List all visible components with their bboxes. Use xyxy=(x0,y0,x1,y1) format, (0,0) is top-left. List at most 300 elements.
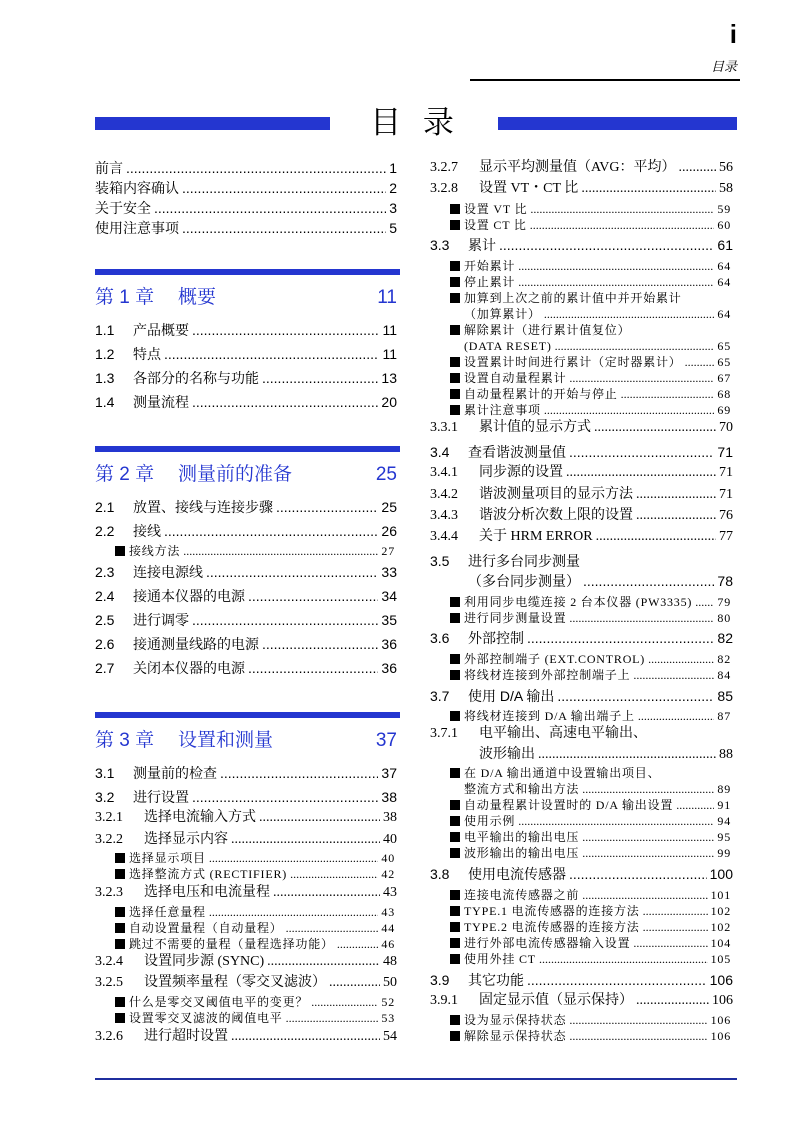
entry-page-number: 38 xyxy=(383,810,397,825)
toc-section-2-4[interactable] xyxy=(95,587,397,605)
bullet-square-icon xyxy=(115,1009,129,1027)
dot-leader xyxy=(248,587,378,605)
entry-page-number: 106 xyxy=(710,1013,731,1027)
toc-section-2-6[interactable] xyxy=(95,635,397,653)
entry-number: 2.7 xyxy=(95,660,115,676)
entry-title: 自动设置量程（自动量程） xyxy=(129,921,283,935)
entry-title: 谐波分析次数上限的设置 xyxy=(479,508,633,523)
toc-section-2-7[interactable] xyxy=(95,659,397,677)
bullet-square-icon xyxy=(450,666,464,684)
entry-title: 进行外部电流传感器输入设置 xyxy=(464,936,631,950)
toc-subsection-3-2-4[interactable] xyxy=(95,953,397,971)
entry-page-number: 89 xyxy=(717,782,731,796)
entry-page-number: 13 xyxy=(381,370,397,386)
chapter-2-heading[interactable] xyxy=(95,462,397,488)
dot-leader xyxy=(286,1009,379,1027)
entry-page-number: 5 xyxy=(389,220,397,236)
dot-leader xyxy=(636,507,716,525)
chapter-title: 设置和测量 xyxy=(178,730,274,751)
entry-title: 累计注意事项 xyxy=(464,403,541,417)
toc-section-continuation[interactable] xyxy=(430,572,733,590)
entry-title: 选择显示内容 xyxy=(144,832,228,847)
entry-number: 3.2.3 xyxy=(95,885,123,900)
entry-page-number: 106 xyxy=(709,972,733,988)
entry-title: 各部分的名称与功能 xyxy=(133,370,259,386)
entry-title: 接线方法 xyxy=(129,544,181,558)
entry-page-number: 46 xyxy=(381,937,395,951)
entry-title: 测量前的检查 xyxy=(133,765,217,781)
toc-item[interactable] xyxy=(95,1009,397,1027)
entry-title: 使用 D/A 输出 xyxy=(468,688,555,704)
dot-leader xyxy=(259,809,380,827)
dot-leader xyxy=(231,831,380,849)
entry-page-number: 76 xyxy=(719,508,733,523)
entry-page-number: 88 xyxy=(719,747,733,762)
entry-number: 3.7.1 xyxy=(430,726,458,741)
entry-page-number: 59 xyxy=(717,202,731,216)
entry-page-number: 11 xyxy=(382,322,397,338)
dot-leader xyxy=(262,369,378,387)
toc-section-3-6[interactable] xyxy=(430,629,733,647)
entry-number: 3.9 xyxy=(430,972,450,988)
dot-leader xyxy=(569,865,707,883)
entry-page-number: 102 xyxy=(710,920,731,934)
entry-page-number: 36 xyxy=(381,636,397,652)
entry-page-number: 56 xyxy=(719,160,733,175)
entry-number: 3.4 xyxy=(430,444,450,460)
entry-page-number: 50 xyxy=(383,975,397,990)
entry-page-number: 95 xyxy=(717,830,731,844)
entry-title: 谐波测量项目的显示方法 xyxy=(479,487,633,502)
dot-leader xyxy=(276,498,378,516)
entry-title: 将线材连接到外部控制端子上 xyxy=(464,668,631,682)
entry-title: 自动量程累计设置时的 D/A 输出设置 xyxy=(464,798,674,812)
bullet-square-icon xyxy=(450,609,464,627)
dot-leader xyxy=(126,159,386,177)
entry-page-number: 105 xyxy=(710,952,731,966)
bullet-square-icon xyxy=(450,950,464,968)
entry-title: 前言 xyxy=(95,160,123,176)
toc-item[interactable] xyxy=(430,844,733,862)
dot-leader xyxy=(538,746,716,764)
entry-number: 3.7 xyxy=(430,688,450,704)
toc-section-2-1[interactable] xyxy=(95,498,397,516)
entry-number: 1.2 xyxy=(95,346,115,362)
entry-number: 1.1 xyxy=(95,322,115,338)
chapter-3-heading[interactable] xyxy=(95,728,397,754)
entry-page-number: 78 xyxy=(717,573,733,589)
dot-leader xyxy=(557,687,714,705)
entry-page-number: 64 xyxy=(717,307,731,321)
entry-page-number: 101 xyxy=(710,888,731,902)
entry-page-number: 11 xyxy=(382,346,397,362)
entry-title: 特点 xyxy=(133,346,161,362)
entry-title: 关于 HRM ERROR xyxy=(479,529,593,544)
entry-title: 自动量程累计的开始与停止 xyxy=(464,387,618,401)
chapter-page-number: 25 xyxy=(375,464,397,485)
entry-page-number: 44 xyxy=(381,921,395,935)
entry-title: 将线材连接到 D/A 输出端子上 xyxy=(464,709,635,723)
toc-subsection-3-2-8[interactable] xyxy=(430,180,733,198)
bullet-square-icon xyxy=(450,1027,464,1045)
entry-page-number: 68 xyxy=(717,387,731,401)
entry-title: 停止累计 xyxy=(464,275,516,289)
toc-item[interactable] xyxy=(430,666,733,684)
entry-page-number: 104 xyxy=(710,936,731,950)
entry-page-number: 38 xyxy=(381,789,397,805)
dot-leader xyxy=(192,393,378,411)
dot-leader xyxy=(596,528,716,546)
toc-subsection-3-2-7[interactable] xyxy=(430,159,733,177)
entry-title: TYPE.2 电流传感器的连接方法 xyxy=(464,920,640,934)
entry-number: 3.1 xyxy=(95,765,115,781)
dot-leader xyxy=(530,216,715,234)
toc-item[interactable] xyxy=(430,707,733,725)
entry-title: （多台同步测量） xyxy=(468,573,580,589)
entry-page-number: 64 xyxy=(717,259,731,273)
entry-title: 设置 VT・CT 比 xyxy=(479,181,579,196)
entry-title: 电平输出、高速电平输出、 xyxy=(479,726,647,741)
entry-title: 使用电流传感器 xyxy=(468,866,566,882)
entry-title: 设置自动量程累计 xyxy=(464,371,567,385)
dot-leader xyxy=(329,974,380,992)
entry-number: 3.2.2 xyxy=(95,832,123,847)
toc-section-3-8[interactable] xyxy=(430,865,733,883)
chapter-label: 第 1 章 xyxy=(95,287,155,308)
entry-page-number: 37 xyxy=(381,765,397,781)
dot-leader xyxy=(192,611,378,629)
toc-section-3-9[interactable] xyxy=(430,971,733,989)
entry-page-number: 36 xyxy=(381,660,397,676)
entry-number: 2.2 xyxy=(95,523,115,539)
page-number: i xyxy=(729,19,737,49)
entry-page-number: 52 xyxy=(381,995,395,1009)
dot-leader xyxy=(633,666,714,684)
entry-title: 在 D/A 输出通道中设置输出项目、 xyxy=(464,766,661,780)
entry-page-number: 106 xyxy=(710,1029,731,1043)
entry-page-number: 65 xyxy=(717,355,731,369)
entry-page-number: 71 xyxy=(717,444,733,460)
toc-subsection-3-4-2[interactable] xyxy=(430,486,733,504)
dot-leader xyxy=(192,321,379,339)
entry-number: 3.6 xyxy=(430,630,450,646)
dot-leader xyxy=(499,236,714,254)
entry-number: 3.9.1 xyxy=(430,993,458,1008)
chapter-page-number: 37 xyxy=(375,730,397,751)
dot-leader xyxy=(569,443,714,461)
dot-leader xyxy=(183,542,378,560)
entry-title: 开始累计 xyxy=(464,259,516,273)
dot-leader xyxy=(566,464,716,482)
dot-leader xyxy=(164,522,378,540)
toc-section-3-4[interactable] xyxy=(430,443,733,461)
entry-title: 选择电流输入方式 xyxy=(144,810,256,825)
entry-page-number: 60 xyxy=(717,218,731,232)
entry-number: 3.2.7 xyxy=(430,160,458,175)
dot-leader xyxy=(636,992,709,1010)
toc-item[interactable] xyxy=(95,865,397,883)
toc-front[interactable] xyxy=(95,219,397,237)
dot-leader xyxy=(679,159,716,177)
entry-page-number: 80 xyxy=(717,611,731,625)
entry-title: 设置 CT 比 xyxy=(464,218,527,232)
dot-leader xyxy=(583,572,714,590)
chapter-page-number: 11 xyxy=(377,287,397,308)
entry-number: 3.4.4 xyxy=(430,529,458,544)
entry-title: 设置累计时间进行累计（定时器累计） xyxy=(464,355,682,369)
entry-page-number: 71 xyxy=(719,465,733,480)
entry-title: 波形输出的输出电压 xyxy=(464,846,580,860)
running-title: 目录 xyxy=(710,59,737,74)
bullet-square-icon xyxy=(450,844,464,862)
toc-item[interactable] xyxy=(95,935,397,953)
entry-page-number: 79 xyxy=(717,595,731,609)
entry-page-number: 26 xyxy=(381,523,397,539)
entry-page-number: 82 xyxy=(717,630,733,646)
dot-leader xyxy=(182,219,386,237)
entry-number: 2.4 xyxy=(95,588,115,604)
entry-title: 产品概要 xyxy=(133,322,189,338)
entry-page-number: 61 xyxy=(717,237,733,253)
entry-title: 加算到上次之前的累计值中并开始累计 xyxy=(464,291,682,305)
entry-title: 进行调零 xyxy=(133,612,189,628)
entry-page-number: 40 xyxy=(381,851,395,865)
entry-number: 3.2.4 xyxy=(95,954,123,969)
toc-section-1-2[interactable] xyxy=(95,345,397,363)
entry-number: 3.2.1 xyxy=(95,810,123,825)
dot-leader xyxy=(636,486,716,504)
dot-leader xyxy=(539,950,708,968)
entry-page-number: 100 xyxy=(709,866,733,882)
entry-title: 进行同步测量设置 xyxy=(464,611,567,625)
dot-leader xyxy=(231,1028,380,1046)
chapter-title: 测量前的准备 xyxy=(178,464,293,485)
page-title: 目 录 xyxy=(370,105,460,141)
entry-number: 2.6 xyxy=(95,636,115,652)
entry-page-number: 87 xyxy=(717,709,731,723)
dot-leader xyxy=(164,345,379,363)
entry-title: 设置 VT 比 xyxy=(464,202,528,216)
entry-page-number: 99 xyxy=(717,846,731,860)
entry-title: (DATA RESET) xyxy=(464,339,552,353)
entry-title: 选择任意量程 xyxy=(129,905,206,919)
entry-title: 设置零交叉滤波的阈值电平 xyxy=(129,1011,283,1025)
entry-number: 2.3 xyxy=(95,564,115,580)
dot-leader xyxy=(182,179,386,197)
entry-title: （加算累计） xyxy=(464,307,541,321)
toc-section-2-5[interactable] xyxy=(95,611,397,629)
entry-number: 3.4.1 xyxy=(430,465,458,480)
entry-number: 2.1 xyxy=(95,499,115,515)
toc-item[interactable] xyxy=(430,950,733,968)
entry-page-number: 2 xyxy=(389,180,397,196)
toc-subsection-3-2-2[interactable] xyxy=(95,831,397,849)
entry-title: 累计 xyxy=(468,237,496,253)
entry-page-number: 40 xyxy=(383,832,397,847)
entry-number: 3.4.3 xyxy=(430,508,458,523)
toc-section-3-1[interactable] xyxy=(95,764,397,782)
entry-title: 波形输出 xyxy=(479,747,535,762)
dot-leader xyxy=(192,788,378,806)
chapter-1-heading[interactable] xyxy=(95,285,397,311)
toc-front[interactable] xyxy=(95,179,397,197)
toc-front[interactable] xyxy=(95,159,397,177)
bullet-square-icon xyxy=(115,865,129,883)
dot-leader xyxy=(527,629,714,647)
entry-page-number: 70 xyxy=(719,420,733,435)
toc-subsection-3-2-5[interactable] xyxy=(95,974,397,992)
entry-number: 2.5 xyxy=(95,612,115,628)
entry-title: 外部控制 xyxy=(468,630,524,646)
toc-subsection-3-2-1[interactable] xyxy=(95,809,397,827)
entry-page-number: 64 xyxy=(717,275,731,289)
entry-title: 整流方式和输出方法 xyxy=(464,782,580,796)
entry-title: 接通测量线路的电源 xyxy=(133,636,259,652)
entry-page-number: 106 xyxy=(712,993,733,1008)
bullet-square-icon xyxy=(450,216,464,234)
footer-rule xyxy=(95,1078,737,1080)
toc-subsection-3-2-6[interactable] xyxy=(95,1028,397,1046)
toc-section-1-3[interactable] xyxy=(95,369,397,387)
bullet-square-icon xyxy=(450,401,464,419)
entry-title: 关于安全 xyxy=(95,200,151,216)
entry-page-number: 48 xyxy=(383,954,397,969)
toc-subsection-3-4-1[interactable] xyxy=(430,464,733,482)
entry-title: 接通本仪器的电源 xyxy=(133,588,245,604)
entry-title: 使用外挂 CT xyxy=(464,952,536,966)
dot-leader xyxy=(273,884,380,902)
entry-title: 解除累计（进行累计值复位） xyxy=(464,323,631,337)
entry-page-number: 25 xyxy=(381,499,397,515)
chapter-label: 第 2 章 xyxy=(95,464,155,485)
toc-section-3-3[interactable] xyxy=(430,236,733,254)
entry-title: 装箱内容确认 xyxy=(95,180,179,196)
entry-title: 固定显示值（显示保持） xyxy=(479,993,633,1008)
entry-title: 其它功能 xyxy=(468,972,524,988)
entry-number: 3.8 xyxy=(430,866,450,882)
entry-page-number: 53 xyxy=(381,1011,395,1025)
entry-page-number: 54 xyxy=(383,1029,397,1044)
entry-page-number: 82 xyxy=(717,652,731,666)
entry-number: 3.3 xyxy=(430,237,450,253)
entry-page-number: 65 xyxy=(717,339,731,353)
toc-item[interactable] xyxy=(95,542,397,560)
toc-section-3-7[interactable] xyxy=(430,687,733,705)
entry-page-number: 94 xyxy=(717,814,731,828)
toc-section-3-2[interactable] xyxy=(95,788,397,806)
toc-section-2-2[interactable] xyxy=(95,522,397,540)
entry-page-number: 43 xyxy=(383,885,397,900)
entry-title: 进行超时设置 xyxy=(144,1029,228,1044)
dot-leader xyxy=(638,707,715,725)
entry-number: 3.3.1 xyxy=(430,420,458,435)
entry-title: 选择整流方式 (RECTIFIER) xyxy=(129,867,288,881)
entry-number: 3.4.2 xyxy=(430,487,458,502)
entry-number: 3.2 xyxy=(95,789,115,805)
dot-leader xyxy=(206,563,378,581)
entry-title: 什么是零交叉阈值电平的变更？ xyxy=(129,995,309,1009)
toc-item[interactable] xyxy=(430,401,733,419)
entry-title: 同步源的设置 xyxy=(479,465,563,480)
toc-subsection-3-2-3[interactable] xyxy=(95,884,397,902)
entry-title: 累计值的显示方式 xyxy=(479,420,591,435)
bullet-square-icon xyxy=(450,707,464,725)
dot-leader xyxy=(581,180,716,198)
toc-item[interactable] xyxy=(430,216,733,234)
dot-leader xyxy=(527,971,707,989)
entry-number: 1.3 xyxy=(95,370,115,386)
entry-page-number: 102 xyxy=(710,904,731,918)
header-rule xyxy=(470,79,740,81)
entry-number: 3.2.5 xyxy=(95,975,123,990)
title-bar-right xyxy=(498,117,737,130)
entry-title: 外部控制端子 (EXT.CONTROL) xyxy=(464,652,646,666)
entry-page-number: 20 xyxy=(381,394,397,410)
bullet-square-icon xyxy=(115,935,129,953)
entry-title: 连接电流传感器之前 xyxy=(464,888,580,902)
toc-item[interactable] xyxy=(430,609,733,627)
toc-subsection-3-9-1[interactable] xyxy=(430,992,733,1010)
entry-page-number: 43 xyxy=(381,905,395,919)
toc-front[interactable] xyxy=(95,199,397,217)
bullet-square-icon xyxy=(115,542,129,560)
entry-title: 关闭本仪器的电源 xyxy=(133,660,245,676)
dot-leader xyxy=(220,764,378,782)
toc-subsection-3-3-1[interactable] xyxy=(430,419,733,437)
toc-section-1-1[interactable] xyxy=(95,321,397,339)
entry-page-number: 27 xyxy=(381,544,395,558)
chapter-3-divider-bar xyxy=(95,712,400,718)
toc-section-3-5[interactable] xyxy=(430,552,733,570)
entry-title: 进行多台同步测量 xyxy=(468,553,580,569)
entry-number: 3.5 xyxy=(430,553,450,569)
entry-title: 测量流程 xyxy=(133,394,189,410)
entry-title: 使用示例 xyxy=(464,814,516,828)
toc-subsection-3-4-4[interactable] xyxy=(430,528,733,546)
toc-section-1-4[interactable] xyxy=(95,393,397,411)
dot-leader xyxy=(544,401,715,419)
dot-leader xyxy=(569,609,714,627)
entry-title: 跳过不需要的量程（量程选择功能） xyxy=(129,937,334,951)
chapter-2-divider-bar xyxy=(95,446,400,452)
chapter-1-divider-bar xyxy=(95,269,400,275)
entry-number: 1.4 xyxy=(95,394,115,410)
toc-subsection-continuation[interactable] xyxy=(430,746,733,764)
entry-page-number: 1 xyxy=(389,160,397,176)
entry-title: TYPE.1 电流传感器的连接方法 xyxy=(464,904,640,918)
entry-number: 3.2.6 xyxy=(95,1029,123,1044)
dot-leader xyxy=(594,419,716,437)
toc-subsection-3-4-3[interactable] xyxy=(430,507,733,525)
entry-title: 连接电源线 xyxy=(133,564,203,580)
chapter-title: 概要 xyxy=(178,287,217,308)
entry-page-number: 69 xyxy=(717,403,731,417)
chapter-label: 第 3 章 xyxy=(95,730,155,751)
entry-title: 进行设置 xyxy=(133,789,189,805)
entry-page-number: 58 xyxy=(719,181,733,196)
toc-section-2-3[interactable] xyxy=(95,563,397,581)
entry-page-number: 33 xyxy=(381,564,397,580)
entry-title: 利用同步电缆连接 2 台本仪器 (PW3335) xyxy=(464,595,693,609)
dot-leader xyxy=(154,199,386,217)
entry-title: 查看谐波测量值 xyxy=(468,444,566,460)
entry-title: 使用注意事项 xyxy=(95,220,179,236)
dot-leader xyxy=(248,659,378,677)
toc-item[interactable] xyxy=(430,1027,733,1045)
toc-subsection-3-7-1[interactable] xyxy=(430,725,733,743)
entry-page-number: 71 xyxy=(719,487,733,502)
dot-leader xyxy=(290,865,378,883)
